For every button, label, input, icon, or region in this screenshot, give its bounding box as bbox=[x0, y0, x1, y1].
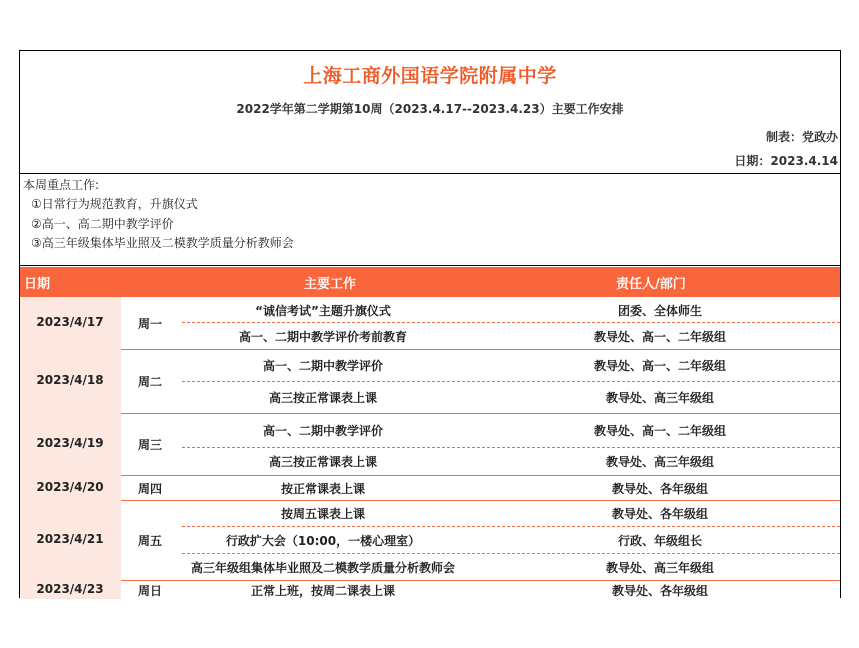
weekday-cell: 周二 bbox=[137, 375, 163, 389]
focus-item: ③高三年级集体毕业照及二模教学质量分析教师会 bbox=[31, 236, 294, 250]
row-divider bbox=[182, 447, 840, 448]
row-divider bbox=[182, 553, 840, 554]
owner-item: 团委、全体师生 bbox=[617, 303, 703, 318]
owner-item: 教导处、各年级组 bbox=[611, 583, 709, 598]
work-item: “诚信考试”主题升旗仪式 bbox=[255, 303, 391, 318]
row-divider bbox=[182, 322, 840, 323]
owner-item: 教导处、高三年级组 bbox=[605, 455, 715, 469]
owner-item: 教导处、高一、二年级组 bbox=[593, 424, 727, 438]
owner-item: 教导处、高三年级组 bbox=[605, 560, 715, 575]
day-divider bbox=[20, 500, 840, 501]
focus-divider bbox=[20, 265, 840, 266]
owner-item: 教导处、高一、二年级组 bbox=[593, 359, 727, 373]
date-cell: 2023/4/20 bbox=[36, 479, 104, 494]
work-item: 正常上班，按周二课表上课 bbox=[250, 583, 396, 598]
header-work: 主要工作 bbox=[304, 277, 357, 292]
work-item: 高一、二期中教学评价 bbox=[262, 424, 384, 438]
work-item: 高一、二期中教学评价 bbox=[262, 359, 384, 373]
table-header bbox=[20, 267, 840, 297]
date-cell: 2023/4/18 bbox=[36, 373, 104, 387]
work-item: 高三年级组集体毕业照及二模教学质量分析教师会 bbox=[190, 560, 456, 575]
weekday-cell: 周五 bbox=[137, 534, 163, 548]
schedule-sheet bbox=[19, 50, 841, 598]
owner-item: 教导处、高三年级组 bbox=[605, 391, 715, 405]
row-divider bbox=[182, 526, 840, 527]
date-cell: 2023/4/19 bbox=[36, 436, 104, 450]
owner-item: 行政、年级组长 bbox=[617, 533, 703, 548]
weekday-cell: 周日 bbox=[137, 583, 163, 598]
day-divider bbox=[20, 413, 840, 414]
owner-item: 教导处、高一、二年级组 bbox=[593, 329, 727, 344]
day-divider bbox=[20, 349, 840, 350]
focus-heading: 本周重点工作: bbox=[23, 178, 100, 192]
weekday-cell: 周一 bbox=[137, 317, 163, 331]
header-divider bbox=[20, 173, 840, 174]
weekday-cell: 周三 bbox=[137, 438, 163, 452]
maker-label: 制表：党政办 bbox=[765, 130, 838, 144]
focus-item: ①日常行为规范教育，升旗仪式 bbox=[31, 197, 198, 211]
work-item: 高三按正常课表上课 bbox=[268, 455, 378, 469]
day-divider bbox=[20, 475, 840, 476]
work-item: 按正常课表上课 bbox=[280, 481, 366, 496]
focus-item: ②高一、高二期中教学评价 bbox=[31, 217, 174, 231]
header-date: 日期 bbox=[24, 277, 51, 292]
owner-item: 教导处、各年级组 bbox=[611, 507, 709, 521]
work-item: 高三按正常课表上课 bbox=[268, 391, 378, 405]
header-owner: 责任人/部门 bbox=[616, 277, 686, 292]
date-cell: 2023/4/21 bbox=[36, 532, 104, 546]
school-title: 上海工商外国语学院附属中学 bbox=[303, 65, 557, 87]
work-item: 按周五课表上课 bbox=[280, 507, 366, 521]
work-item: 高一、二期中教学评价考前教育 bbox=[238, 329, 408, 344]
issue-date: 日期：2023.4.14 bbox=[734, 154, 838, 168]
work-item: 行政扩大会（10:00，一楼心理室） bbox=[225, 533, 421, 548]
date-cell: 2023/4/17 bbox=[36, 315, 104, 329]
weekday-cell: 周四 bbox=[137, 481, 163, 496]
row-divider bbox=[182, 381, 840, 382]
schedule-subtitle: 2022学年第二学期第10周（2023.4.17--2023.4.23）主要工作安排 bbox=[236, 102, 624, 116]
owner-item: 教导处、各年级组 bbox=[611, 481, 709, 496]
date-cell: 2023/4/23 bbox=[36, 581, 104, 596]
